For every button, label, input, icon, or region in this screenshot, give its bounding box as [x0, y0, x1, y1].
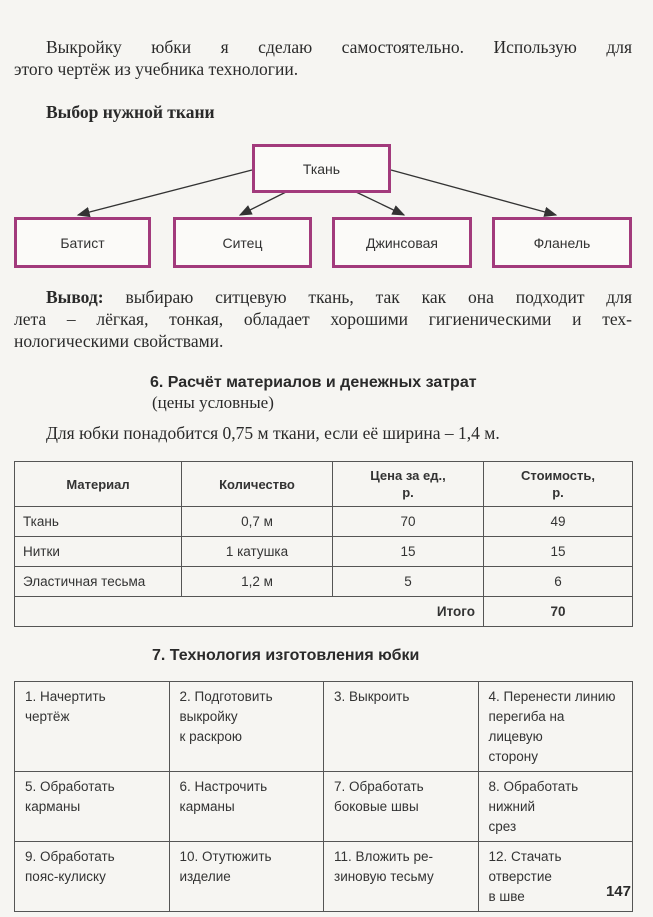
- conclusion-line-1: выбираю ситцевую ткань, так как она подходит для: [103, 287, 632, 307]
- step-cell: [478, 772, 633, 842]
- cell-quantity: 0,7 м: [182, 507, 333, 537]
- step-text: к раскрою: [179, 729, 242, 744]
- arrow-to-batist: [78, 170, 252, 215]
- cell-cost: 6: [484, 567, 633, 597]
- cell-cost: 15: [484, 537, 633, 567]
- table-row: [15, 507, 633, 537]
- header-cost: [484, 462, 633, 507]
- fabric-need-text: Для юбки понадобится 0,75 м ткани, если её ширина – 1,4 м.: [46, 423, 500, 443]
- step-cell: [169, 842, 324, 912]
- conclusion-paragraph: [14, 286, 632, 352]
- step-text: зиновую тесьму: [334, 869, 434, 884]
- step-text: 11. Вложить ре-: [334, 849, 433, 864]
- header-material: Материал: [15, 462, 182, 507]
- step-cell: [324, 682, 479, 772]
- fabric-root-box: Ткань: [252, 144, 391, 193]
- intro-line-1: Выкройку юбки я сделаю самостоятельно. Использую для: [46, 37, 632, 57]
- step-cell: [169, 682, 324, 772]
- cell-price: 70: [333, 507, 484, 537]
- steps-table: [14, 681, 633, 912]
- fabric-option-batist: Батист: [14, 217, 151, 268]
- step-cell: [478, 842, 633, 912]
- header-quantity: Количество: [182, 462, 333, 507]
- step-text: карманы: [179, 799, 235, 814]
- step-text: 1. Начертить: [25, 689, 106, 704]
- step-cell: [15, 772, 170, 842]
- step-text: 12. Стачать отверстие: [488, 849, 562, 884]
- step-cell: [15, 842, 170, 912]
- step-cell: [15, 682, 170, 772]
- step-text: в шве: [488, 889, 525, 904]
- table-row: [15, 567, 633, 597]
- table-row: [15, 537, 633, 567]
- step-text: 2. Подготовить: [179, 689, 273, 704]
- step-cell: [324, 772, 479, 842]
- header-unit-price: [333, 462, 484, 507]
- header-cost-line1: Стоимость,: [521, 468, 595, 483]
- step-text: 9. Обработать: [25, 849, 115, 864]
- materials-header-row: [15, 462, 633, 507]
- step-text: карманы: [25, 799, 81, 814]
- step-text: изделие: [179, 869, 231, 884]
- step-text: 5. Обработать: [25, 779, 115, 794]
- conclusion-line-2: лета – лёгкая, тонкая, обладает хорошими гигиеническими и тех-: [14, 309, 632, 329]
- step-text: чертёж: [25, 709, 70, 724]
- fabric-section-title: Выбор нужной ткани: [46, 102, 215, 122]
- step-text: 6. Настрочить: [179, 779, 268, 794]
- section-7-title: 7. Технология изготовления юбки: [152, 647, 420, 664]
- section-6-title: 6. Расчёт материалов и денежных затрат: [150, 374, 477, 391]
- total-value: 70: [484, 597, 633, 627]
- total-label: Итого: [15, 597, 484, 627]
- fabric-option-sitets: Ситец: [173, 217, 312, 268]
- header-cost-line2: р.: [552, 485, 564, 500]
- step-cell: [324, 842, 479, 912]
- total-row: [15, 597, 633, 627]
- cell-quantity: 1,2 м: [182, 567, 333, 597]
- step-text: перегиба на лицевую: [488, 709, 565, 744]
- header-unit-price-line1: Цена за ед.,: [370, 468, 446, 483]
- arrow-to-jeans: [356, 192, 404, 215]
- step-text: 3. Выкроить: [334, 689, 410, 704]
- arrow-to-sitets: [240, 192, 286, 215]
- step-text: 4. Перенести линию: [488, 689, 616, 704]
- conclusion-line-3: нологическими свойствами.: [14, 331, 224, 351]
- fabric-option-jeans: Джинсовая: [332, 217, 472, 268]
- section-6-subtitle: (цены условные): [152, 393, 274, 412]
- step-text: 7. Обработать: [334, 779, 424, 794]
- step-cell: [169, 772, 324, 842]
- step-text: 10. Отутюжить: [179, 849, 272, 864]
- materials-table: [14, 461, 633, 627]
- page-number: 147: [605, 883, 631, 900]
- step-text: боковые швы: [334, 799, 419, 814]
- cell-cost: 49: [484, 507, 633, 537]
- arrow-to-flannel: [391, 170, 556, 215]
- cell-material: Ткань: [15, 507, 182, 537]
- step-text: 8. Обработать нижний: [488, 779, 579, 814]
- step-text: сторону: [488, 749, 539, 764]
- step-cell: [478, 682, 633, 772]
- step-text: пояс-кулиску: [25, 869, 106, 884]
- fabric-option-flannel: Фланель: [492, 217, 632, 268]
- step-text: выкройку: [179, 709, 238, 724]
- cell-quantity: 1 катушка: [182, 537, 333, 567]
- cell-material: Нитки: [15, 537, 182, 567]
- intro-line-2: этого чертёж из учебника технологии.: [14, 59, 299, 79]
- cell-price: 5: [333, 567, 484, 597]
- step-text: срез: [488, 819, 517, 834]
- cell-price: 15: [333, 537, 484, 567]
- cell-material: Эластичная тесьма: [15, 567, 182, 597]
- conclusion-label: Вывод:: [46, 287, 104, 307]
- header-unit-price-line2: р.: [402, 485, 414, 500]
